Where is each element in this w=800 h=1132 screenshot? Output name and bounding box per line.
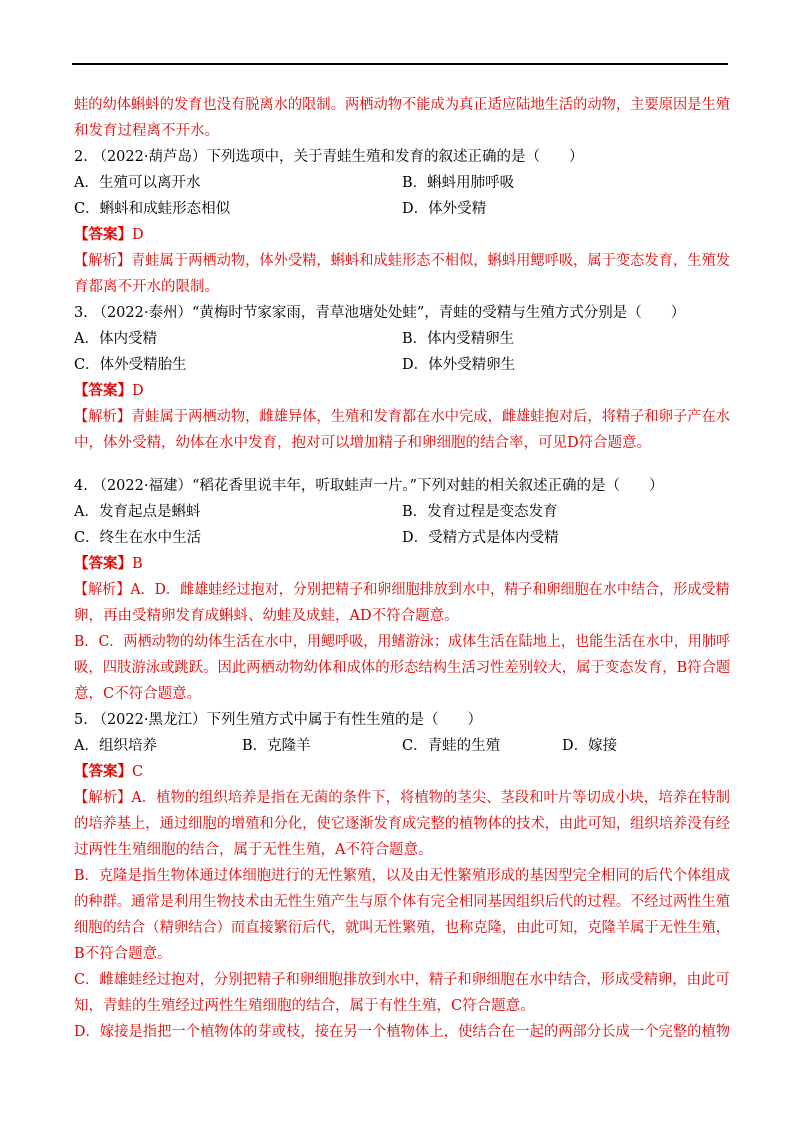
answer-label: 【答案】 [74, 382, 132, 399]
question-4-answer [74, 554, 143, 574]
question-5-explanation: 过两性生殖细胞的结合，属于无性生殖，A不符合题意。 [74, 842, 433, 858]
question-3-explanation: 【解析】青蛙属于两栖动物，雌雄异体，生殖和发育都在水中完成，雌雄蛙抱对后，将精子和卵子产在水 [74, 409, 730, 425]
answer-label: 【答案】 [74, 226, 132, 243]
question-2-answer [74, 225, 144, 245]
question-3-option-b: B．体内受精卵生 [402, 331, 515, 347]
question-5-explanation: D．嫁接是指把一个植物体的芽或枝，接在另一个植物体上，使结合在一起的两部分长成一个完整的植物 [74, 1024, 731, 1040]
question-5-explanation: 细胞的结合（精卵结合）而直接繁衍后代，就叫无性繁殖，也称克隆，由此可知，克隆羊属于无性生殖， [74, 920, 730, 936]
question-2-option-a: A．生殖可以离开水 [74, 175, 201, 191]
question-5-explanation: B不符合题意。 [74, 946, 172, 962]
explanation-line: 蛙的幼体蝌蚪的发育也没有脱离水的限制。两栖动物不能成为真正适应陆地生活的动物，主要原因是生殖 [74, 97, 730, 113]
question-4-option-a: A．发育起点是蝌蚪 [74, 504, 201, 520]
question-4-stem: 4. （2022·福建）“稻花香里说丰年，听取蛙声一片。”下列对蛙的相关叙述正确的是（ ） [74, 478, 664, 494]
question-2-explanation: 育都离不开水的限制。 [74, 279, 219, 295]
answer-label: 【答案】 [74, 555, 132, 572]
question-5-option-a: A．组织培养 [74, 738, 157, 754]
answer-value: D [132, 383, 144, 399]
question-5-answer [74, 762, 143, 782]
question-4-option-b: B．发育过程是变态发育 [402, 504, 558, 520]
question-4-explanation: 意，C不符合题意。 [74, 686, 202, 702]
question-5-explanation: 知，青蛙的生殖经过两性生殖细胞的结合，属于有性生殖，C符合题意。 [74, 998, 535, 1014]
question-3-option-d: D．体外受精卵生 [402, 357, 516, 373]
header-rule [72, 63, 728, 65]
question-4-explanation: 【解析】A．D．雌雄蛙经过抱对，分别把精子和卵细胞排放到水中，精子和卵细胞在水中结合，形成受精 [74, 582, 730, 598]
question-4-option-d: D．受精方式是体内受精 [402, 530, 559, 546]
question-5-explanation: 的培养基上，通过细胞的增殖和分化，使它逐渐发育成完整的植物体的技术，由此可知，组织培养没有经 [74, 816, 730, 832]
question-5-option-c: C．青蛙的生殖 [402, 738, 501, 754]
question-5-option-d: D．嫁接 [562, 738, 618, 754]
question-2-option-b: B．蝌蚪用肺呼吸 [402, 175, 515, 191]
question-3-explanation: 中，体外受精，幼体在水中发育，抱对可以增加精子和卵细胞的结合率，可见D符合题意。 [74, 435, 652, 451]
question-5-explanation: 的种群。通常是利用生物技术由无性生殖产生与原个体有完全相同基因组织后代的过程。不经过两性生殖 [74, 894, 730, 910]
question-3-stem: 3. （2022·泰州）“黄梅时节家家雨，青草池塘处处蛙”，青蛙的受精与生殖方式分别是（ ） [74, 305, 686, 321]
answer-value: D [132, 227, 144, 243]
question-4-explanation: B．C．两栖动物的幼体生活在水中，用鳃呼吸，用鳍游泳；成体生活在陆地上，也能生活在水中，用肺呼 [74, 634, 731, 650]
question-5-stem: 5. （2022·黑龙江）下列生殖方式中属于有性生殖的是（ ） [74, 712, 482, 728]
question-4-explanation: 吸，四肢游泳或跳跃。因此两栖动物幼体和成体的形态结构生活习性差别较大，属于变态发育，B符合题 [74, 660, 731, 676]
explanation-line: 和发育过程离不开水。 [74, 123, 219, 139]
question-5-explanation: C．雌雄蛙经过抱对，分别把精子和卵细胞排放到水中，精子和卵细胞在水中结合，形成受精卵，由此可 [74, 972, 730, 988]
answer-value: B [132, 556, 143, 572]
question-4-option-c: C．终生在水中生活 [74, 530, 202, 546]
question-5-explanation: 【解析】A．植物的组织培养是指在无菌的条件下，将植物的茎尖、茎段和叶片等切成小块，培养在特制 [74, 790, 730, 806]
question-2-option-c: C．蝌蚪和成蛙形态相似 [74, 201, 231, 217]
question-3-option-c: C．体外受精胎生 [74, 357, 187, 373]
answer-label: 【答案】 [74, 763, 132, 780]
answer-value: C [132, 764, 144, 780]
question-3-answer [74, 381, 144, 401]
question-3-option-a: A．体内受精 [74, 331, 157, 347]
question-5-explanation: B．克隆是指生物体通过体细胞进行的无性繁殖，以及由无性繁殖形成的基因型完全相同的后代个体组成 [74, 868, 731, 884]
question-2-stem: 2. （2022·葫芦岛）下列选项中，关于青蛙生殖和发育的叙述正确的是（ ） [74, 149, 584, 165]
question-4-explanation: 卵，再由受精卵发育成蝌蚪、幼蛙及成蛙，AD不符合题意。 [74, 608, 459, 624]
question-2-option-d: D．体外受精 [402, 201, 487, 217]
question-5-option-b: B．克隆羊 [242, 738, 311, 754]
question-2-explanation: 【解析】青蛙属于两栖动物，体外受精，蝌蚪和成蛙形态不相似，蝌蚪用鳃呼吸，属于变态发育，生殖发 [74, 253, 730, 269]
